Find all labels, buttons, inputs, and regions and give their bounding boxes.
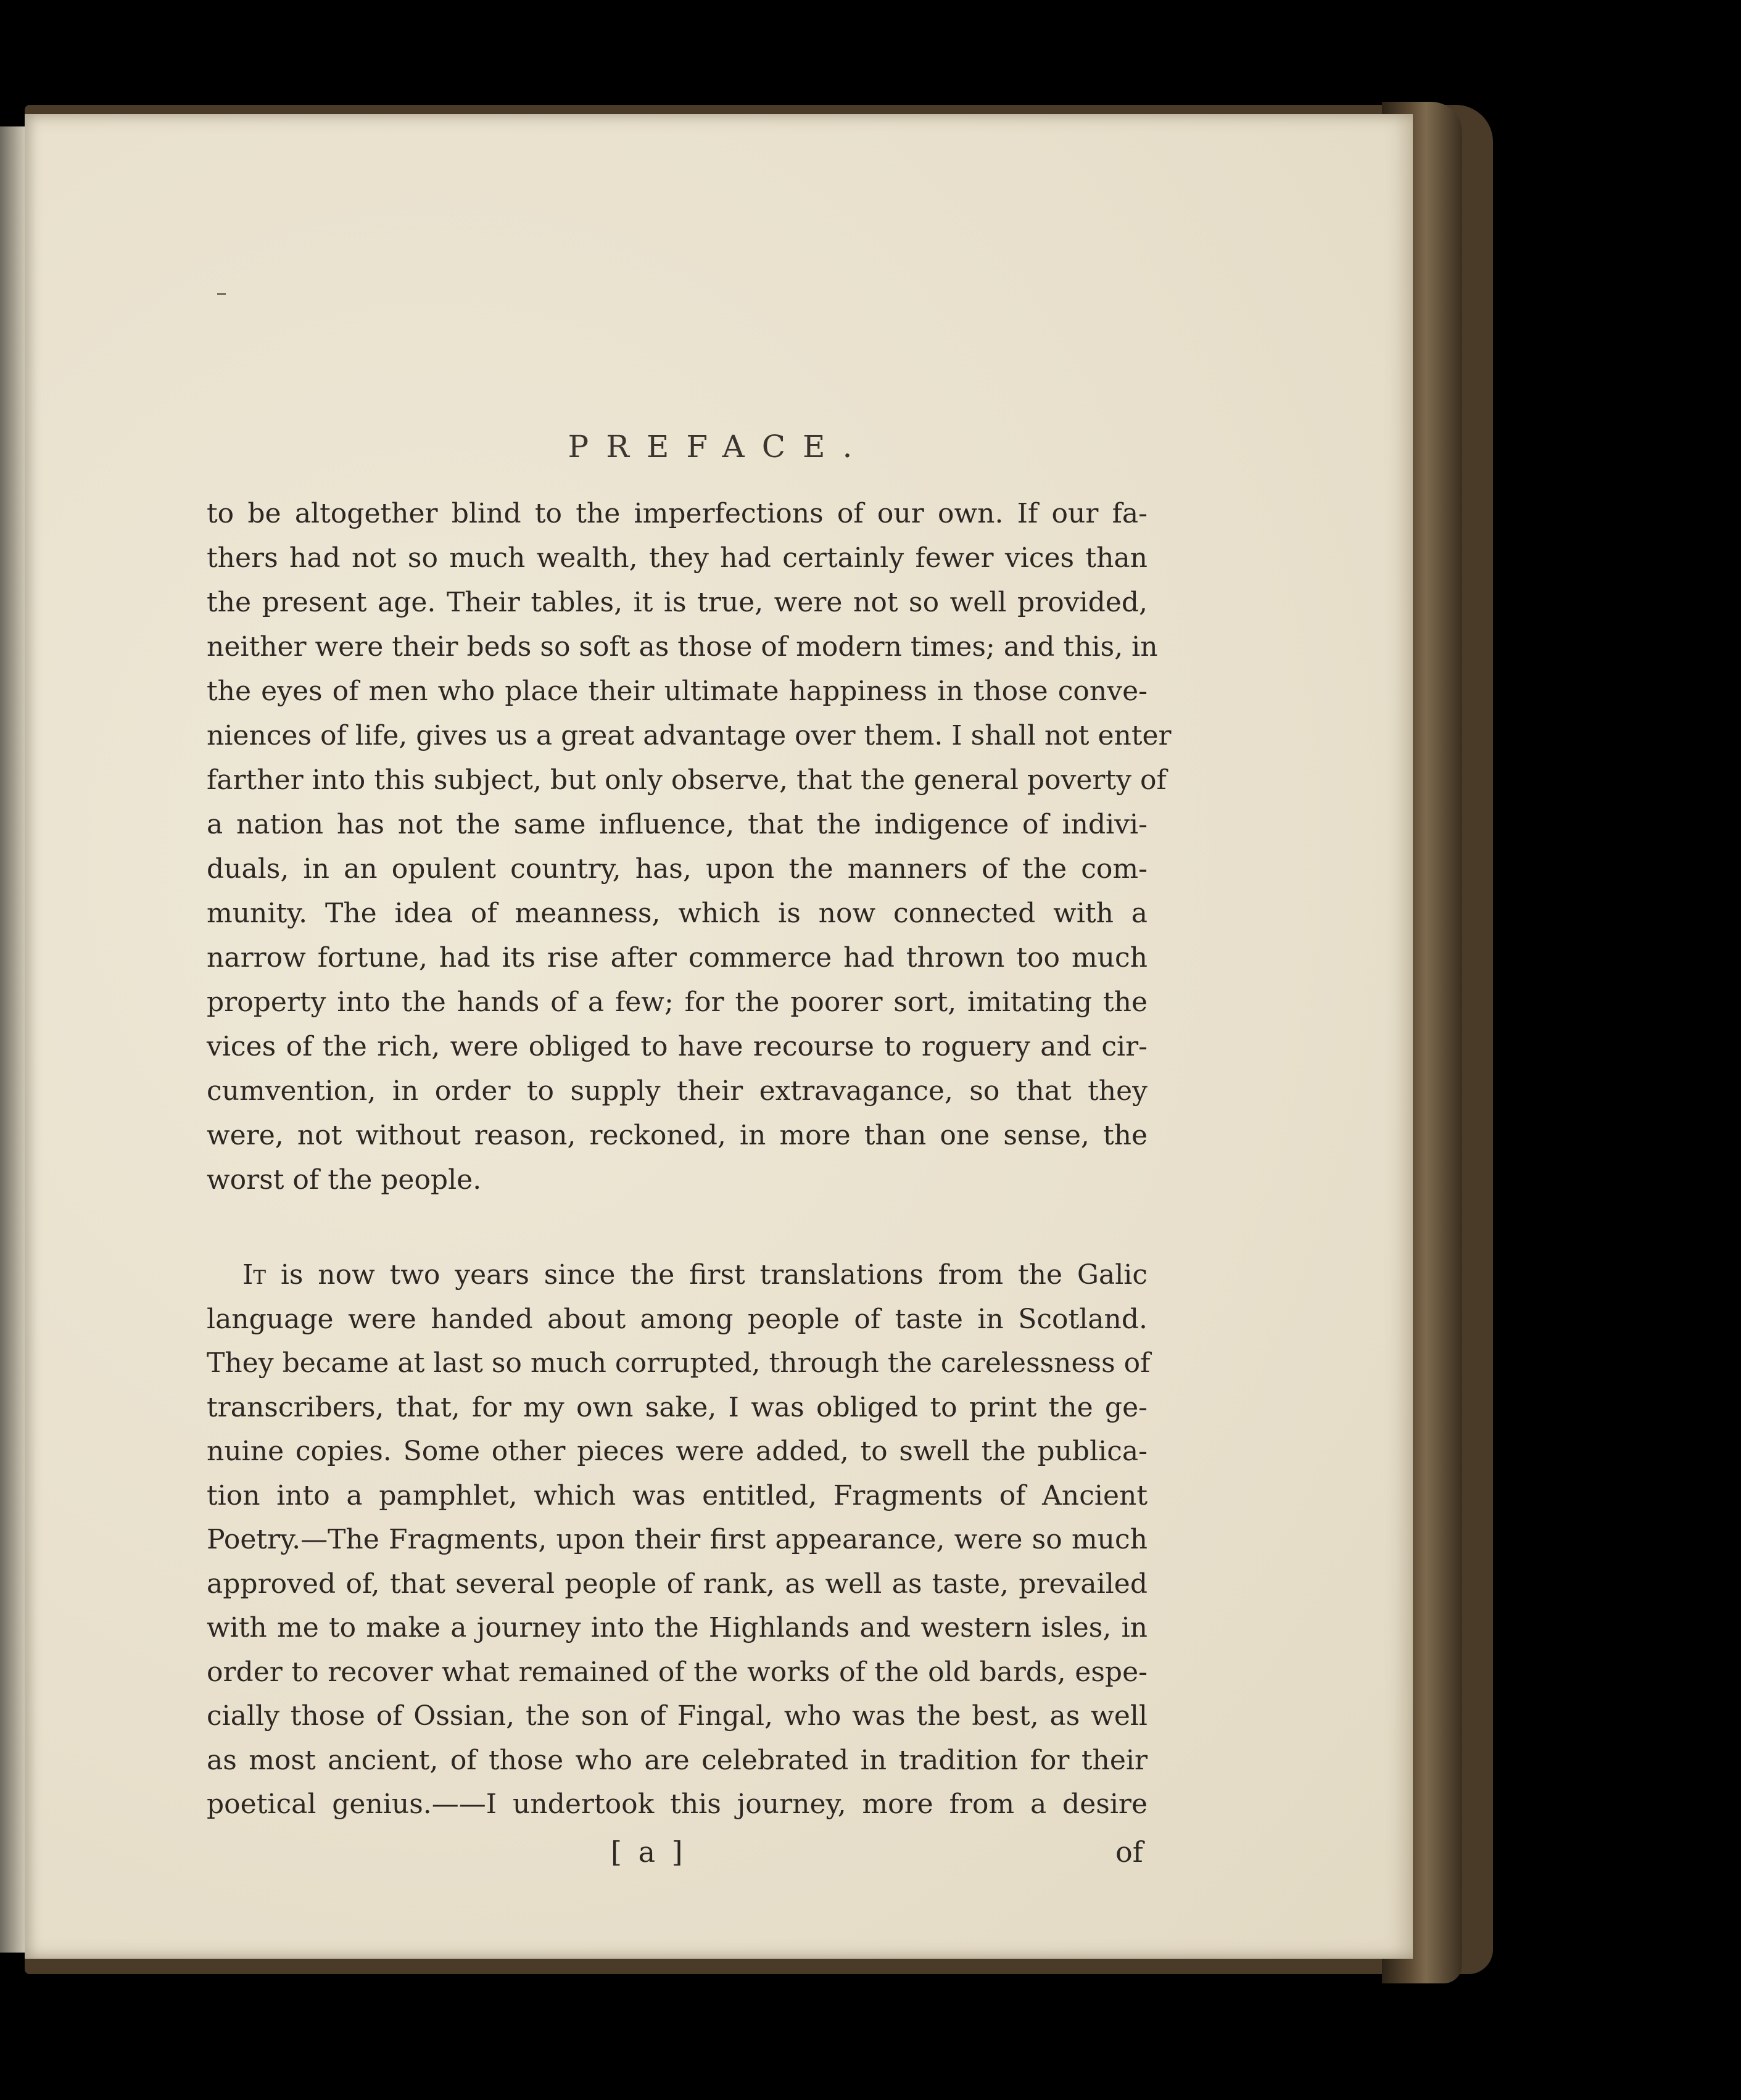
text-line: transcribers, that, for my own sake, I was obliged to print the ge- xyxy=(207,1391,1148,1423)
text-line: neither were their beds so soft as those of modern times; and this, in xyxy=(207,631,1158,663)
opening-word: It xyxy=(242,1259,267,1291)
text-line: a nation has not the same influence, that the indigence of indivi- xyxy=(207,809,1148,840)
paragraph-1 xyxy=(207,492,1172,1202)
text-line: to be altogether blind to the imperfections of our own. If our fa- xyxy=(207,498,1148,529)
text-line: munity. The idea of meanness, which is now connected with a xyxy=(207,898,1148,929)
text-line: the present age. Their tables, it is true, were not so well provided, xyxy=(207,587,1148,618)
text-line: farther into this subject, but only observe, that the general poverty of xyxy=(207,764,1167,796)
text-line: approved of, that several people of rank, as well as taste, prevailed xyxy=(207,1568,1148,1600)
text-line: language were handed about among people of taste in Scotland. xyxy=(207,1303,1148,1335)
text-line: duals, in an opulent country, has, upon the manners of the com- xyxy=(207,853,1148,885)
text-line: vices of the rich, were obliged to have recourse to roguery and cir- xyxy=(207,1031,1148,1062)
signature-mark: [ a ] xyxy=(611,1835,687,1869)
text-line: poetical genius.——I undertook this journey, more from a desire xyxy=(207,1788,1148,1820)
text-line: nuine copies. Some other pieces were added, to swell the publica- xyxy=(207,1436,1148,1467)
text-line: niences of life, gives us a great advantage over them. I shall not enter xyxy=(207,720,1172,751)
book-page xyxy=(25,114,1413,1959)
text-line: with me to make a journey into the Highlands and western isles, in xyxy=(207,1612,1148,1643)
text-line: the eyes of men who place their ultimate happiness in those conve- xyxy=(207,676,1148,707)
text-line-first xyxy=(207,1253,1148,1297)
text-line: Poetry.—The Fragments, upon their first appearance, were so much xyxy=(207,1524,1148,1555)
text-line: as most ancient, of those who are celebrated in tradition for their xyxy=(207,1744,1148,1776)
text-line: order to recover what remained of the works of the old bards, espe- xyxy=(207,1656,1148,1688)
text-line: property into the hands of a few; for the poorer sort, imitating the xyxy=(207,986,1148,1018)
text-line: thers had not so much wealth, they had certainly fewer vices than xyxy=(207,542,1148,574)
page-mark xyxy=(217,293,226,295)
paragraph-2 xyxy=(207,1253,1151,1827)
text-line-rest: is now two years since the first translations from the Galic xyxy=(266,1259,1148,1291)
text-line: cially those of Ossian, the son of Fingal, who was the best, as well xyxy=(207,1700,1148,1732)
catchword: of xyxy=(1115,1835,1143,1869)
text-line: cumvention, in order to supply their extravagance, so that they xyxy=(207,1075,1148,1107)
running-head: PREFACE. xyxy=(568,429,870,465)
text-line: tion into a pamphlet, which was entitled, Fragments of Ancient xyxy=(207,1479,1148,1511)
facing-page-edge xyxy=(0,126,25,1953)
text-line: narrow fortune, had its rise after commerce had thrown too much xyxy=(207,942,1148,974)
text-line: They became at last so much corrupted, through the carelessness of xyxy=(207,1347,1151,1379)
text-line: worst of the people. xyxy=(207,1164,482,1196)
text-line: were, not without reason, reckoned, in more than one sense, the xyxy=(207,1120,1148,1151)
